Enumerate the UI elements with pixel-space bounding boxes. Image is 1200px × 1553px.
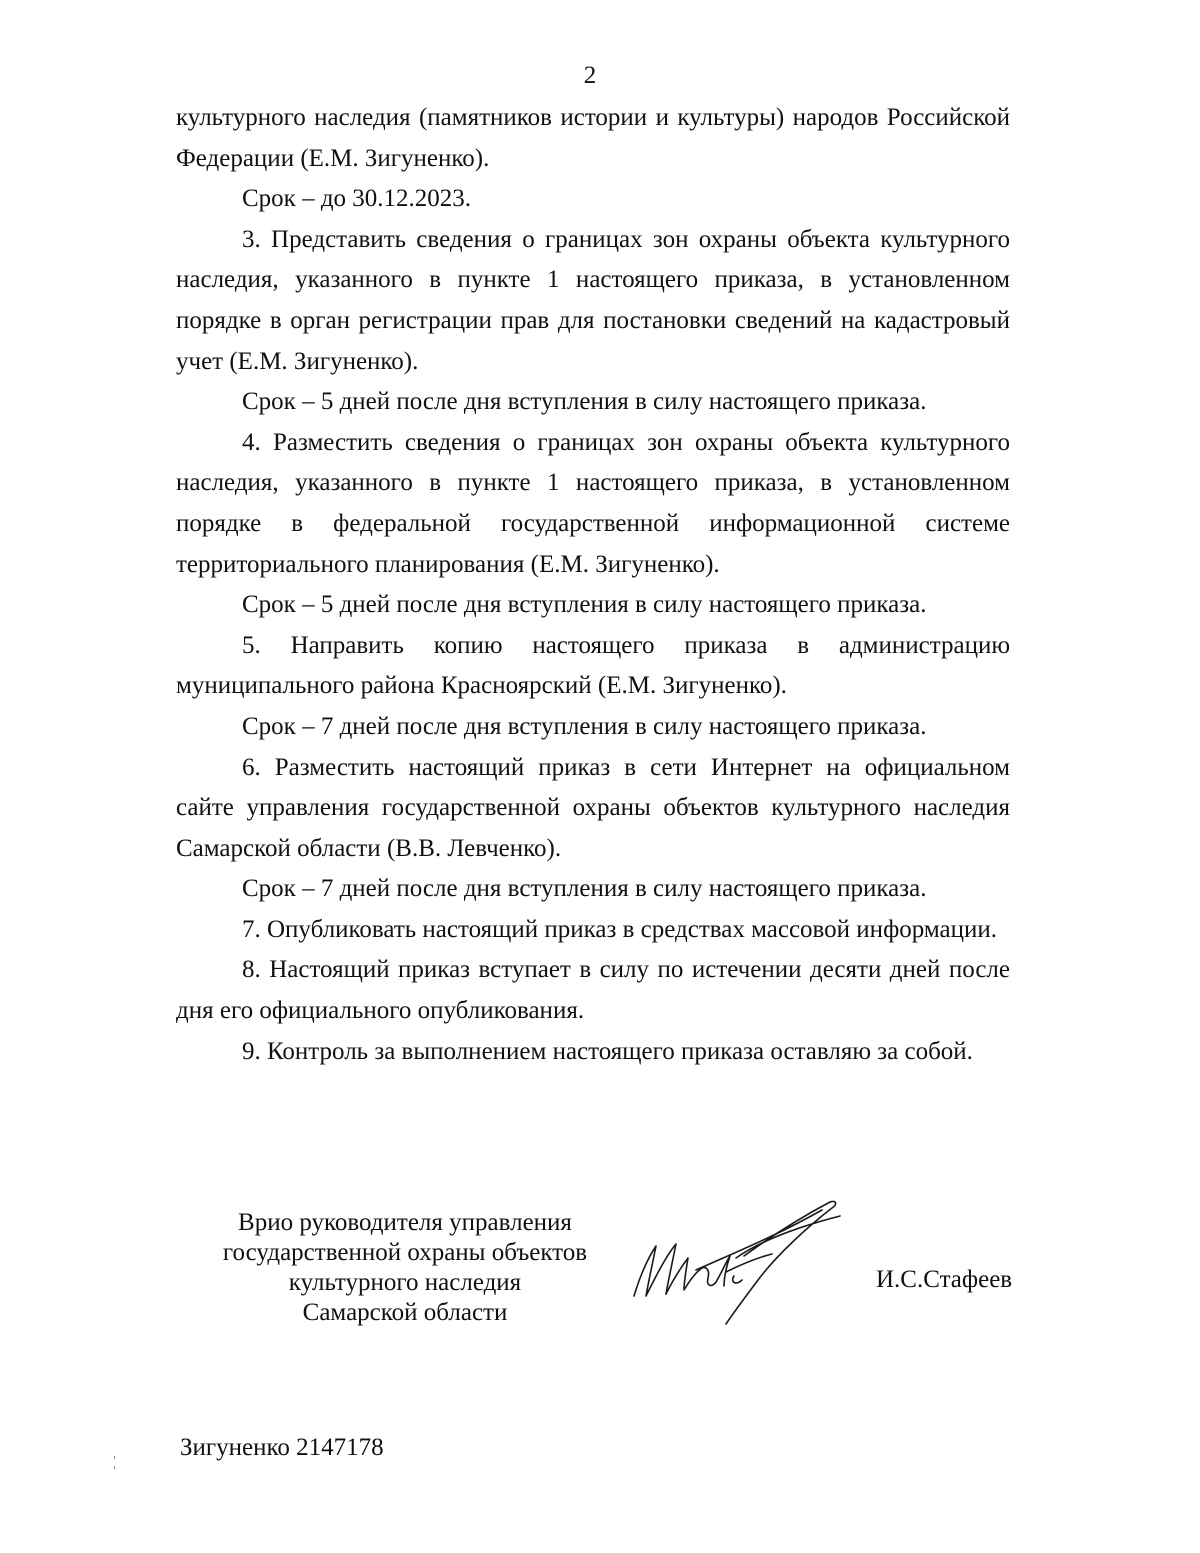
- signer-position-line: Самарской области: [302, 1299, 508, 1326]
- paragraph: 7. Опубликовать настоящий приказ в средствах массовой информации.: [242, 915, 998, 943]
- signer-position-line: культурного наследия: [288, 1269, 522, 1296]
- paragraph: 6. Разместить настоящий приказ в сети Интернет на официальном сайте управления государственной охраны объектов культурного наследия Самарской области (В.В. Левченко).: [176, 753, 1010, 862]
- signer-position: [200, 1208, 610, 1328]
- document-body: [176, 98, 1010, 1072]
- paragraph: 3. Представить сведения о границах зон охраны объекта культурного наследия, указанного в пункте 1 настоящего приказа, в установленном порядке в орган регистрации прав для постановки сведений на кадастровый учет (Е.М. Зигуненко).: [176, 225, 1010, 375]
- signer-position-line: Врио руководителя управления: [238, 1209, 572, 1236]
- page-number: 2: [583, 62, 597, 89]
- paragraph: культурного наследия (памятников истории и культуры) народов Российской Федерации (Е.М. Зигуненко).: [176, 104, 1010, 172]
- paragraph: 9. Контроль за выполнением настоящего приказа оставляю за собой.: [242, 1037, 973, 1065]
- signer-position-line: государственной охраны объектов: [222, 1239, 588, 1266]
- paragraph: Срок – 7 дней после дня вступления в силу настоящего приказа.: [242, 712, 927, 740]
- paragraph: 4. Разместить сведения о границах зон охраны объекта культурного наследия, указанного в пункте 1 настоящего приказа, в установленном порядке в федеральной государственной информационной системе территориального планирования (Е.М. Зигуненко).: [176, 428, 1010, 578]
- executor-contact: Зигуненко 2147178: [180, 1434, 384, 1461]
- paragraph: Срок – 5 дней после дня вступления в силу настоящего приказа.: [242, 388, 927, 416]
- margin-mark: [114, 1456, 115, 1474]
- paragraph: Срок – 7 дней после дня вступления в силу настоящего приказа.: [242, 875, 927, 903]
- paragraph: Срок – до 30.12.2023.: [242, 185, 472, 213]
- paragraph: 8. Настоящий приказ вступает в силу по истечении десяти дней после дня его официального опубликования.: [176, 956, 1010, 1025]
- handwritten-signature: [626, 1196, 856, 1326]
- paragraph: 5. Направить копию настоящего приказа в администрацию муниципального района Красноярский (Е.М. Зигуненко).: [176, 631, 1010, 700]
- paragraph: Срок – 5 дней после дня вступления в силу настоящего приказа.: [242, 591, 927, 619]
- signer-name: И.С.Стафеев: [876, 1266, 1013, 1293]
